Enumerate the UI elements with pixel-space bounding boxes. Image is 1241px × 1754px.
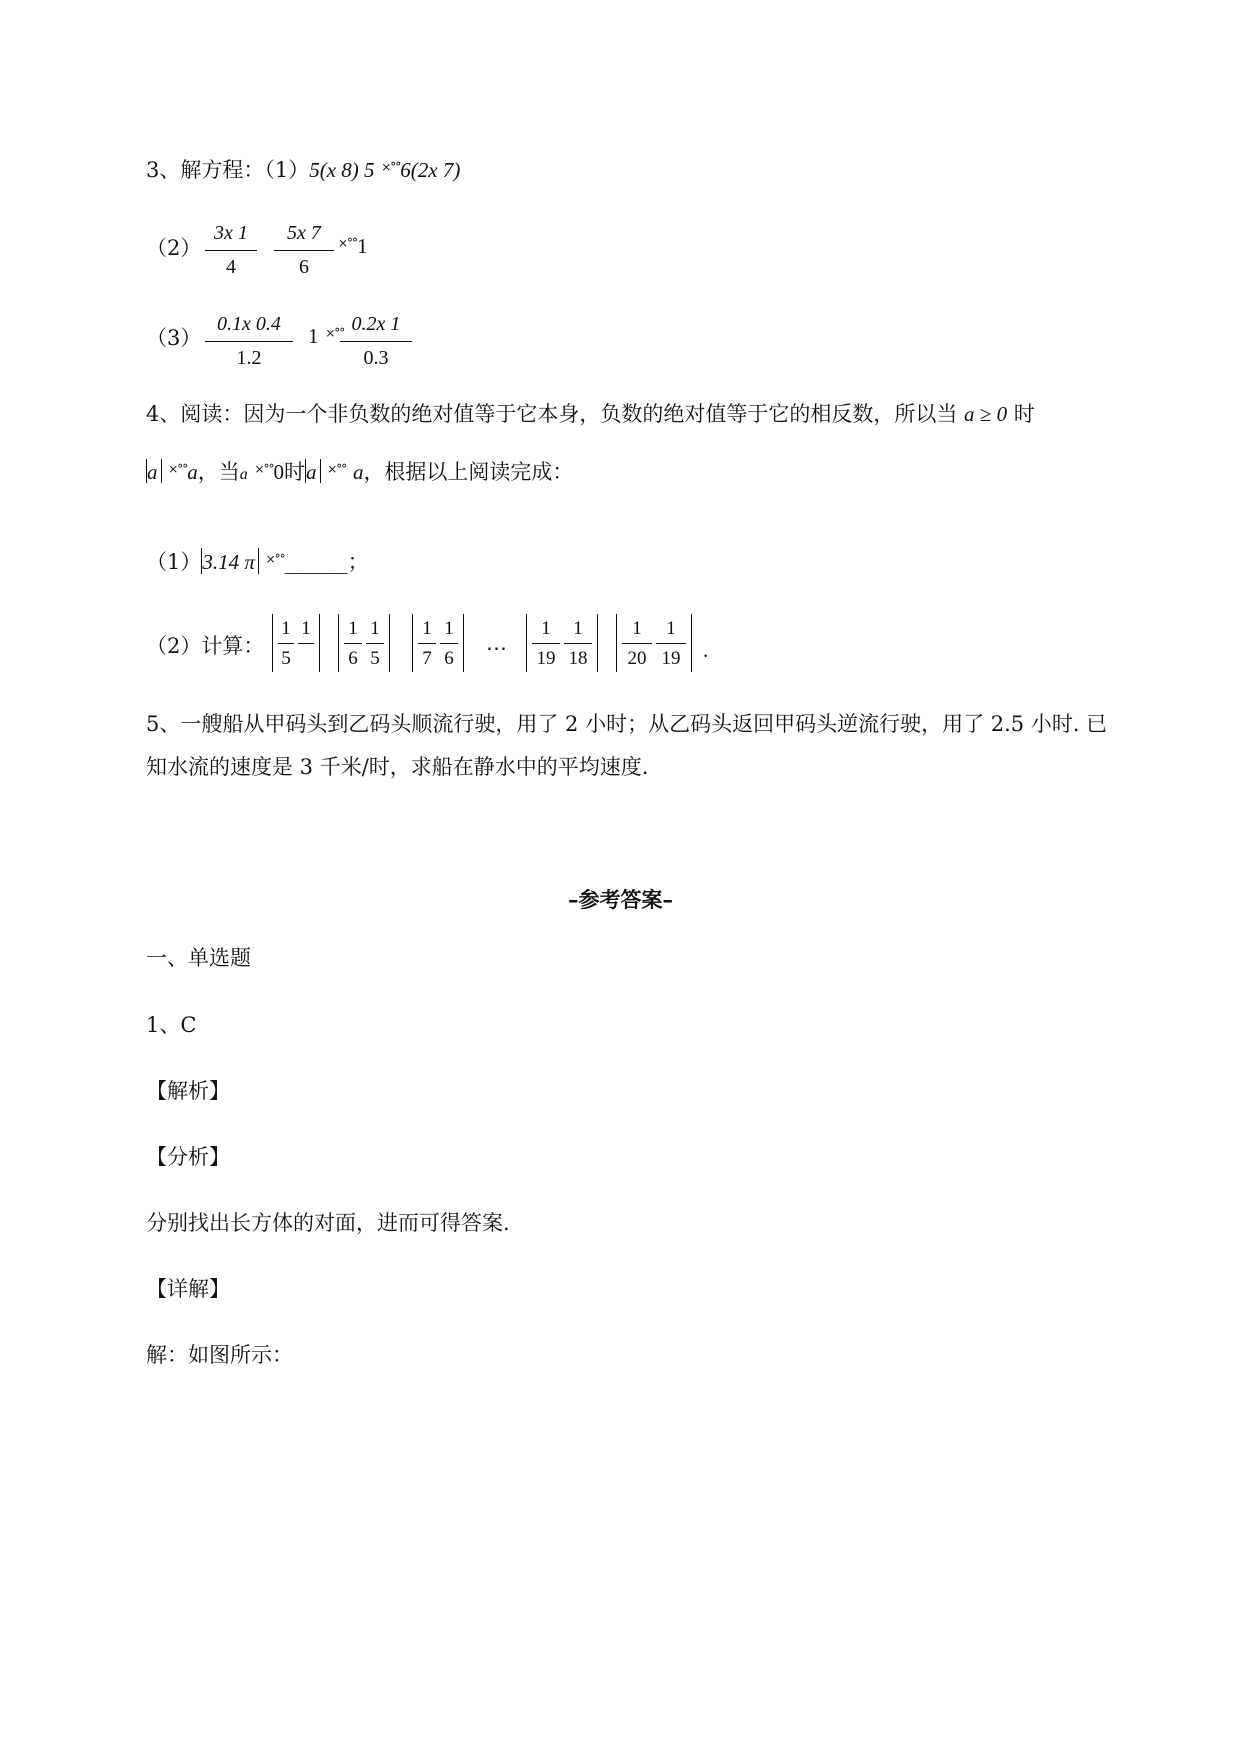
problem5-line2: 知水流的速度是 3 千米/时，求船在静水中的平均速度. [146,755,649,779]
fraction [366,618,384,672]
problem3-eq1: 5(x 8) 5 [309,158,375,182]
problem4-line2-eq1: a [187,460,198,484]
abs-bar [338,614,339,672]
fraction-numerator: 1 [444,618,454,639]
answers-analysis-heading: 【解析】 [146,1079,230,1103]
fraction-denominator: 19 [661,648,681,669]
answers-section: 一、单选题 [146,946,251,970]
problem4-noise: ×°° [168,462,188,476]
problem5-line1: 5、一艘船从甲码头到乙码头顺流行驶，用了 2 小时；从乙码头返回甲码头逆流行驶，用了 2.5 小时. 已 [146,712,1108,736]
fraction [344,618,362,672]
problem3-part2-fraction2 [274,222,334,282]
fraction-numerator: 0.1x 0.4 [217,313,281,335]
problem4-q1-expr: 3.14 π [202,550,255,574]
fraction [564,618,592,672]
problem4-line2 [146,459,573,483]
problem4-line2-a1: a [147,460,158,484]
problem4-line1-math: a ≥ 0 [964,402,1008,426]
fraction-numerator: 1 [422,618,432,639]
fraction-bar [622,643,652,644]
fraction-numerator: 1 [541,618,551,639]
fraction-numerator: 0.2x 1 [351,313,401,335]
abs-bar [272,614,273,672]
fraction-denominator: 7 [422,648,432,669]
abs-bar [146,459,147,483]
fraction [278,618,294,672]
problem4-q1-label: （1） [146,550,202,574]
fraction-denominator: 4 [226,256,236,278]
fraction-bar [344,643,362,644]
problem3-label: 3、解方程：（1） [146,158,310,182]
problem4-q1 [146,548,369,574]
fraction-numerator: 1 [348,618,358,639]
problem3-part2-rhs-value: 1 [357,234,368,258]
fraction-numerator: 1 [666,618,676,639]
fraction [298,618,314,672]
fraction [418,618,436,672]
fraction-denominator: 0.3 [363,347,389,369]
problem4-noise: ×°° [265,552,285,566]
fraction-numerator: 5x 7 [287,222,321,244]
abs-bar [463,614,464,672]
abs-bar [597,614,598,672]
abs-bar [389,614,390,672]
problem4-q2-end: . [703,638,709,662]
problem4-line1-text: 4、阅读：因为一个非负数的绝对值等于它本身，负数的绝对值等于它的相反数，所以当 [146,402,958,426]
problem3-eq1-noise: ×°° [381,160,401,174]
fraction-denominator: 5 [370,648,380,669]
answers-title: –参考答案– [568,887,673,912]
problem3-part3-fraction1 [205,313,293,373]
fraction-bar [564,643,592,644]
abs-bar [305,459,306,483]
fraction-bar [656,643,686,644]
fraction-bar [418,643,436,644]
problem4-q1-blank: ______； [284,550,369,574]
abs-bar [320,459,321,483]
problem3-part3-mid [308,326,344,347]
problem3-line1 [146,160,460,181]
fraction-denominator: 5 [281,648,291,669]
problem4-line2-a2: a [306,460,317,484]
problem3-part2-rhs [338,236,368,257]
problem3-part2-noise: ×°° [338,236,358,250]
abs-bar [319,614,320,672]
fraction-denominator: 6 [348,648,358,669]
problem3-part2-label: （2） [146,236,202,260]
fraction-denominator: 1.2 [236,347,262,369]
fraction-numerator: 1 [573,618,583,639]
abs-term [616,614,692,672]
answers-fenxi-text: 分别找出长方体的对面，进而可得答案. [146,1211,510,1235]
abs-term [412,614,464,672]
fraction [532,618,560,672]
abs-bar [201,548,202,574]
fraction-numerator: 1 [370,618,380,639]
problem4-line2-cond-num: 0 [273,460,284,484]
fraction-denominator: 18 [568,648,588,669]
fraction-bar [205,250,257,251]
fraction-denominator: 6 [299,256,309,278]
problem3-part3-label: （3） [146,326,202,350]
fraction-numerator: 1 [632,618,642,639]
fraction [440,618,458,672]
problem3-part3-fraction2 [340,313,412,373]
problem3-part2-fraction1 [205,222,257,282]
fraction-bar [274,250,334,251]
abs-bar [161,459,162,483]
fraction-denominator: 19 [536,648,556,669]
abs-bar [526,614,527,672]
answers-detail-text: 解：如图所示： [146,1343,293,1367]
fraction-bar [366,643,384,644]
problem4-noise: ×°° [254,462,274,476]
fraction-denominator: 6 [444,648,454,669]
problem4-line2-rhs: a [352,460,364,484]
abs-bar [412,614,413,672]
problem3-part3-noise: ×°° [325,326,345,340]
fraction-bar [298,643,314,644]
abs-bar [691,614,692,672]
problem4-line1 [146,404,1035,425]
fraction-numerator: 1 [281,618,291,639]
problem3-part3-mid-value: 1 [308,324,319,348]
problem4-q2-ellipsis: ⋯ [486,636,507,660]
abs-bar [616,614,617,672]
abs-term [526,614,598,672]
problem3-eq1-tail: 6(2x 7) [400,158,461,182]
problem4-line2-when: ，当 [197,460,240,484]
fraction-bar [532,643,560,644]
answers-item: 1、C [146,1013,197,1037]
problem4-line2-time: 时 [284,460,305,484]
problem4-noise: ×°° [327,462,347,476]
fraction-bar [205,341,293,342]
fraction-numerator: 1 [301,618,311,639]
problem4-line2-cond: a [239,466,248,483]
fraction-bar [340,341,412,342]
fraction-bar [440,643,458,644]
abs-bar [258,548,259,574]
answers-detail-heading: 【详解】 [146,1277,230,1301]
abs-term [338,614,390,672]
answers-fenxi-heading: 【分析】 [146,1145,230,1169]
problem4-q2-label: （2）计算： [146,634,265,658]
fraction [622,618,652,672]
fraction-bar [278,643,294,644]
problem4-line2-end: ，根据以上阅读完成： [363,460,574,484]
fraction-denominator: 20 [627,648,647,669]
abs-term [272,614,320,672]
problem4-line1-end: 时 [1013,402,1035,426]
fraction [656,618,686,672]
fraction-numerator: 3x 1 [214,222,248,244]
